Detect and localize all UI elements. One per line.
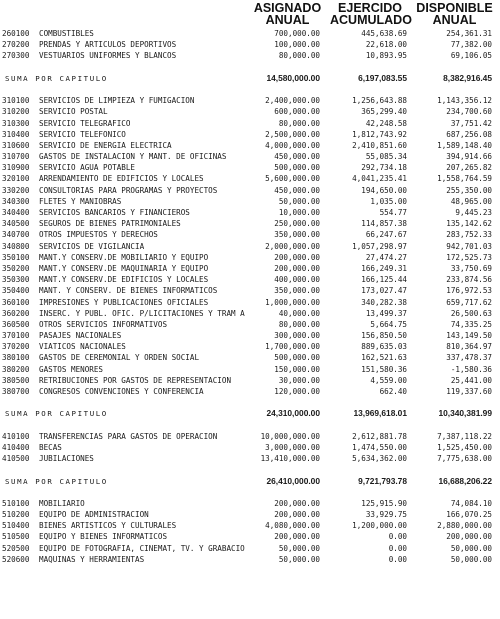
asignado-value: 350,000.00 [274, 286, 320, 296]
table-row [0, 431, 500, 442]
table-row [0, 274, 500, 285]
disponible-value: 16,688,206.22 [438, 475, 492, 486]
ejercido-value: 1,256,643.88 [352, 96, 407, 106]
table-row [0, 95, 500, 106]
disponible-value: 74,084.10 [450, 498, 492, 508]
account-description: SERVICIO AGUA POTABLE [39, 163, 136, 173]
disponible-value: 8,382,916.45 [443, 72, 492, 83]
disponible-value: 143,149.50 [446, 331, 492, 341]
disponible-value: 659,717.62 [446, 297, 492, 307]
ejercido-value: 13,499.37 [365, 308, 407, 318]
asignado-value: 200,000.00 [274, 532, 320, 542]
asignado-value: 350,000.00 [274, 230, 320, 240]
table-row [0, 50, 500, 61]
table-row [0, 520, 500, 531]
asignado-value: 30,000.00 [278, 375, 320, 385]
ejercido-value: 4,041,235.41 [352, 174, 407, 184]
header-asignado-anual [250, 2, 325, 26]
spacer-row [0, 420, 500, 431]
account-code: 360100 [2, 297, 30, 307]
disponible-value: 337,478.37 [446, 353, 492, 363]
account-description: EQUIPO DE FOTOGRAFIA, CINEMAT, TV. Y GRABACIO [39, 543, 245, 553]
table-row [0, 28, 500, 39]
ejercido-value: 445,638.69 [361, 29, 407, 38]
ejercido-value: 173,027.47 [361, 286, 407, 296]
account-description: SERVICIOS BANCARIOS Y FINANCIEROS [39, 208, 190, 217]
disponible-value: 74,335.25 [450, 319, 492, 329]
account-description: MAQUINAS Y HERRAMIENTAS [39, 554, 145, 564]
table-row [0, 196, 500, 207]
asignado-value: 250,000.00 [274, 219, 320, 229]
account-code: 510500 [2, 532, 30, 542]
disponible-value: 50,000.00 [450, 554, 492, 564]
disponible-value: 1,589,148.40 [437, 140, 492, 150]
table-row [0, 442, 500, 453]
account-description: SEGUROS DE BIENES PATRIMONIALES [39, 219, 181, 229]
ejercido-value: 2,612,881.78 [352, 431, 407, 441]
account-code: 360500 [2, 319, 30, 329]
table-row [0, 207, 500, 218]
account-code: 350200 [2, 263, 30, 273]
table-row [0, 129, 500, 140]
header-disponible-line1: DISPONIBLE [416, 1, 493, 15]
ejercido-value: 0.00 [388, 543, 407, 553]
account-description: SUMA POR CAPITULO [5, 409, 108, 419]
table-row [0, 554, 500, 565]
asignado-value: 26,410,000.00 [266, 475, 320, 486]
disponible-value: 135,142.62 [446, 219, 492, 229]
account-code: 380500 [2, 375, 30, 385]
disponible-value: 77,382.00 [450, 40, 492, 50]
table-row [0, 531, 500, 542]
ejercido-value: 194,650.00 [361, 185, 407, 195]
asignado-value: 200,000.00 [274, 510, 320, 520]
account-description: GASTOS MENORES [39, 364, 104, 374]
table-row [0, 509, 500, 520]
disponible-value: 1,558,764.59 [437, 174, 492, 184]
account-code: 320100 [2, 174, 30, 184]
account-description: CONGRESOS CONVENCIONES Y CONFERENCIA [39, 387, 204, 396]
disponible-value: 942,701.03 [446, 241, 492, 251]
ejercido-value: 22,618.00 [365, 40, 407, 50]
table-row [0, 106, 500, 117]
account-code: 350400 [2, 286, 30, 296]
account-description: TRANSFERENCIAS PARA GASTOS DE OPERACION [39, 431, 218, 441]
disponible-value: 50,000.00 [450, 543, 492, 553]
asignado-value: 80,000.00 [278, 118, 320, 128]
account-code: 340300 [2, 196, 30, 206]
header-ejercido-line1: EJERCIDO [338, 1, 402, 15]
account-code: 520500 [2, 543, 30, 553]
asignado-value: 10,000,000.00 [260, 431, 320, 441]
disponible-value: 172,525.73 [446, 252, 492, 262]
header-ejercido-line2: ACUMULADO [330, 13, 412, 27]
disponible-value: 25,441.00 [450, 375, 492, 385]
asignado-value: 40,000.00 [278, 308, 320, 318]
table-row [0, 453, 500, 464]
ejercido-value: 1,200,000.00 [352, 521, 407, 531]
table-row [0, 330, 500, 341]
asignado-value: 50,000.00 [278, 543, 320, 553]
disponible-value: 2,880,000.00 [437, 521, 492, 531]
account-code: 510400 [2, 521, 30, 531]
table-row [0, 252, 500, 263]
account-code: 370100 [2, 331, 30, 341]
ejercido-value: 0.00 [388, 532, 407, 542]
table-row [0, 185, 500, 196]
account-code: 340700 [2, 230, 30, 240]
disponible-value: 1,143,356.12 [437, 96, 492, 106]
account-description: COMBUSTIBLES [39, 29, 94, 38]
table-row [0, 341, 500, 352]
table-row [0, 162, 500, 173]
account-description: MANT.Y CONSERV.DE EDIFICIOS Y LOCALES [39, 275, 209, 285]
account-code: 380100 [2, 353, 30, 363]
account-description: FLETES Y MANIOBRAS [39, 196, 122, 206]
account-description: MOBILIARIO [39, 498, 85, 508]
asignado-value: 1,000,000.00 [265, 297, 320, 307]
ejercido-value: 156,850.50 [361, 331, 407, 341]
ejercido-value: 114,857.38 [361, 219, 407, 229]
account-code: 330200 [2, 185, 30, 195]
ejercido-value: 166,125.44 [361, 275, 407, 285]
account-description: VESTUARIOS UNIFORMES Y BLANCOS [39, 51, 177, 61]
account-code: 310700 [2, 152, 30, 162]
account-code: 380700 [2, 387, 30, 396]
disponible-value: 176,972.53 [446, 286, 492, 296]
asignado-value: 200,000.00 [274, 252, 320, 262]
disponible-value: -1,580.36 [450, 364, 492, 374]
table-row [0, 319, 500, 330]
table-row [0, 39, 500, 50]
account-code: 410400 [2, 442, 30, 452]
account-description: SERVICIO TELEGRAFICO [39, 118, 131, 128]
ejercido-value: 1,035.00 [370, 196, 407, 206]
ejercido-value: 365,299.40 [361, 107, 407, 117]
ejercido-value: 42,248.58 [365, 118, 407, 128]
table-row [0, 229, 500, 240]
account-description: SUMA POR CAPITULO [5, 73, 108, 83]
disponible-value: 233,874.56 [446, 275, 492, 285]
account-description: JUBILACIONES [39, 454, 94, 464]
account-code: 350300 [2, 275, 30, 285]
account-code: 340500 [2, 219, 30, 229]
account-description: SERVICIO TELEFONICO [39, 129, 126, 139]
budget-table-body [0, 28, 500, 565]
disponible-value: 7,387,118.22 [437, 431, 492, 441]
ejercido-value: 889,635.03 [361, 342, 407, 352]
account-description: GASTOS DE CEREMONIAL Y ORDEN SOCIAL [39, 353, 200, 363]
account-description: OTROS SERVICIOS INFORMATIVOS [39, 319, 168, 329]
asignado-value: 400,000.00 [274, 275, 320, 285]
account-code: 520600 [2, 554, 30, 564]
asignado-value: 200,000.00 [274, 498, 320, 508]
asignado-value: 3,000,000.00 [265, 442, 320, 452]
disponible-value: 234,700.60 [446, 107, 492, 117]
disponible-value: 69,106.05 [450, 51, 492, 61]
account-code: 310600 [2, 140, 30, 150]
account-description: MANT. Y CONSERV. DE BIENES INFORMATICOS [39, 286, 218, 296]
ejercido-value: 162,521.63 [361, 353, 407, 363]
account-description: PASAJES NACIONALES [39, 331, 122, 341]
ejercido-value: 6,197,083.55 [358, 72, 407, 83]
account-description: VIATICOS NACIONALES [39, 342, 126, 352]
asignado-value: 4,000,000.00 [265, 140, 320, 150]
account-code: 370200 [2, 342, 30, 352]
disponible-value: 166,070.25 [446, 510, 492, 520]
ejercido-value: 66,247.67 [365, 230, 407, 240]
ejercido-value: 125,915.90 [361, 498, 407, 508]
ejercido-value: 4,559.00 [370, 375, 407, 385]
header-asignado-line1: ASIGNADO [253, 1, 322, 15]
disponible-value: 48,965.00 [450, 196, 492, 206]
asignado-value: 700,000.00 [274, 29, 320, 38]
account-description: SERVICIOS DE LIMPIEZA Y FUMIGACION [39, 96, 195, 106]
disponible-value: 394,914.66 [446, 152, 492, 162]
asignado-value: 450,000.00 [274, 185, 320, 195]
account-code: 310300 [2, 118, 30, 128]
asignado-value: 200,000.00 [274, 263, 320, 273]
ejercido-value: 1,812,743.92 [352, 129, 407, 139]
account-description: SERVICIO DE ENERGIA ELECTRICA [39, 140, 172, 150]
table-row [0, 140, 500, 151]
account-code: 310400 [2, 129, 30, 139]
account-description: BIENES ARTISTICOS Y CULTURALES [39, 521, 177, 531]
ejercido-value: 9,721,793.78 [358, 475, 407, 486]
table-row [0, 263, 500, 274]
table-row [0, 297, 500, 308]
disponible-value: 810,364.97 [446, 342, 492, 352]
asignado-value: 120,000.00 [274, 387, 320, 396]
account-code: 340800 [2, 241, 30, 251]
asignado-value: 2,500,000.00 [265, 129, 320, 139]
table-row [0, 375, 500, 386]
ejercido-value: 2,410,851.60 [352, 140, 407, 150]
disponible-value: 687,256.08 [446, 129, 492, 139]
account-code: 340400 [2, 208, 30, 217]
account-description: SERVICIO POSTAL [39, 107, 108, 117]
account-code: 350100 [2, 252, 30, 262]
disponible-value: 33,750.69 [450, 263, 492, 273]
table-row [0, 352, 500, 363]
asignado-value: 4,080,000.00 [265, 521, 320, 531]
table-row [0, 151, 500, 162]
ejercido-value: 55,085.34 [365, 152, 407, 162]
ejercido-value: 27,474.27 [365, 252, 407, 262]
asignado-value: 450,000.00 [274, 152, 320, 162]
asignado-value: 500,000.00 [274, 353, 320, 363]
spacer-row [0, 397, 500, 408]
spacer-row [0, 487, 500, 498]
asignado-value: 80,000.00 [278, 319, 320, 329]
account-description: SERVICIOS DE VIGILANCIA [39, 241, 145, 251]
disponible-value: 283,752.33 [446, 230, 492, 240]
account-description: IMPRESIONES Y PUBLICACIONES OFICIALES [39, 297, 209, 307]
ejercido-value: 151,580.36 [361, 364, 407, 374]
table-row [0, 285, 500, 296]
disponible-value: 7,775,638.00 [437, 454, 492, 464]
header-disponible-anual [412, 2, 497, 26]
subtotal-row [0, 73, 500, 84]
disponible-value: 119,337.60 [446, 387, 492, 396]
account-code: 510100 [2, 498, 30, 508]
account-description: RETRIBUCIONES POR GASTOS DE REPRESENTACION [39, 375, 232, 385]
asignado-value: 2,000,000.00 [265, 241, 320, 251]
header-ejercido-acumulado [330, 2, 410, 26]
account-code: 410100 [2, 431, 30, 441]
ejercido-value: 13,969,618.01 [353, 408, 407, 419]
asignado-value: 100,000.00 [274, 40, 320, 50]
disponible-value: 207,265.82 [446, 163, 492, 173]
ejercido-value: 292,734.18 [361, 163, 407, 173]
subtotal-row [0, 476, 500, 487]
disponible-value: 10,340,381.99 [438, 408, 492, 419]
table-row [0, 118, 500, 129]
account-code: 380200 [2, 364, 30, 374]
table-row [0, 386, 500, 397]
asignado-value: 10,000.00 [278, 208, 320, 217]
account-description: MANT.Y CONSERV.DE MOBILIARIO Y EQUIPO [39, 252, 209, 262]
account-description: EQUIPO Y BIENES INFORMATICOS [39, 532, 168, 542]
header-asignado-line2: ANUAL [265, 13, 310, 27]
asignado-value: 2,400,000.00 [265, 96, 320, 106]
account-description: MANT.Y CONSERV.DE MAQUINARIA Y EQUIPO [39, 263, 209, 273]
disponible-value: 26,500.63 [450, 308, 492, 318]
account-code: 510200 [2, 510, 30, 520]
ejercido-value: 166,249.31 [361, 263, 407, 273]
ejercido-value: 662.40 [379, 387, 407, 396]
ejercido-value: 554.77 [379, 208, 407, 217]
account-code: 310100 [2, 96, 30, 106]
account-code: 260100 [2, 29, 30, 38]
disponible-value: 255,350.00 [446, 185, 492, 195]
account-code: 310200 [2, 107, 30, 117]
disponible-value: 1,525,450.00 [437, 442, 492, 452]
header-disponible-line2: ANUAL [432, 13, 477, 27]
disponible-value: 254,361.31 [446, 29, 492, 38]
disponible-value: 9,445.23 [455, 208, 492, 217]
account-code: 270300 [2, 51, 30, 61]
account-description: PRENDAS Y ARTICULOS DEPORTIVOS [39, 40, 177, 50]
disponible-value: 37,751.42 [450, 118, 492, 128]
asignado-value: 13,410,000.00 [260, 454, 320, 464]
ejercido-value: 10,893.95 [365, 51, 407, 61]
ejercido-value: 1,474,550.00 [352, 442, 407, 452]
account-code: 310900 [2, 163, 30, 173]
table-row [0, 364, 500, 375]
asignado-value: 50,000.00 [278, 554, 320, 564]
account-description: ARRENDAMIENTO DE EDIFICIOS Y LOCALES [39, 174, 204, 184]
account-description: GASTOS DE INSTALACION Y MANT. DE OFICINAS [39, 152, 227, 162]
account-code: 270200 [2, 40, 30, 50]
asignado-value: 24,310,000.00 [266, 408, 320, 419]
table-row [0, 173, 500, 184]
asignado-value: 1,700,000.00 [265, 342, 320, 352]
account-description: OTROS IMPUESTOS Y DERECHOS [39, 230, 158, 240]
table-row [0, 241, 500, 252]
asignado-value: 150,000.00 [274, 364, 320, 374]
asignado-value: 5,600,000.00 [265, 174, 320, 184]
spacer-row [0, 62, 500, 73]
ejercido-value: 0.00 [388, 554, 407, 564]
account-description: INSERC. Y PUBL. OFIC. P/LICITACIONES Y TRAM A [39, 308, 245, 318]
subtotal-row [0, 408, 500, 419]
ejercido-value: 5,664.75 [370, 319, 407, 329]
account-code: 360200 [2, 308, 30, 318]
account-description: EQUIPO DE ADMINISTRACION [39, 510, 149, 520]
account-description: BECAS [39, 442, 62, 452]
account-code: 410500 [2, 454, 30, 464]
asignado-value: 600,000.00 [274, 107, 320, 117]
disponible-value: 200,000.00 [446, 532, 492, 542]
ejercido-value: 340,282.38 [361, 297, 407, 307]
spacer-row [0, 464, 500, 475]
account-description: CONSULTORIAS PARA PROGRAMAS Y PROYECTOS [39, 185, 218, 195]
asignado-value: 300,000.00 [274, 331, 320, 341]
asignado-value: 500,000.00 [274, 163, 320, 173]
account-description: SUMA POR CAPITULO [5, 476, 108, 486]
asignado-value: 50,000.00 [278, 196, 320, 206]
ejercido-value: 1,057,298.97 [352, 241, 407, 251]
asignado-value: 14,580,000.00 [266, 72, 320, 83]
ejercido-value: 33,929.75 [365, 510, 407, 520]
table-row [0, 498, 500, 509]
ejercido-value: 5,634,362.00 [352, 454, 407, 464]
table-row [0, 218, 500, 229]
table-row [0, 543, 500, 554]
table-row [0, 308, 500, 319]
spacer-row [0, 84, 500, 95]
asignado-value: 80,000.00 [278, 51, 320, 61]
